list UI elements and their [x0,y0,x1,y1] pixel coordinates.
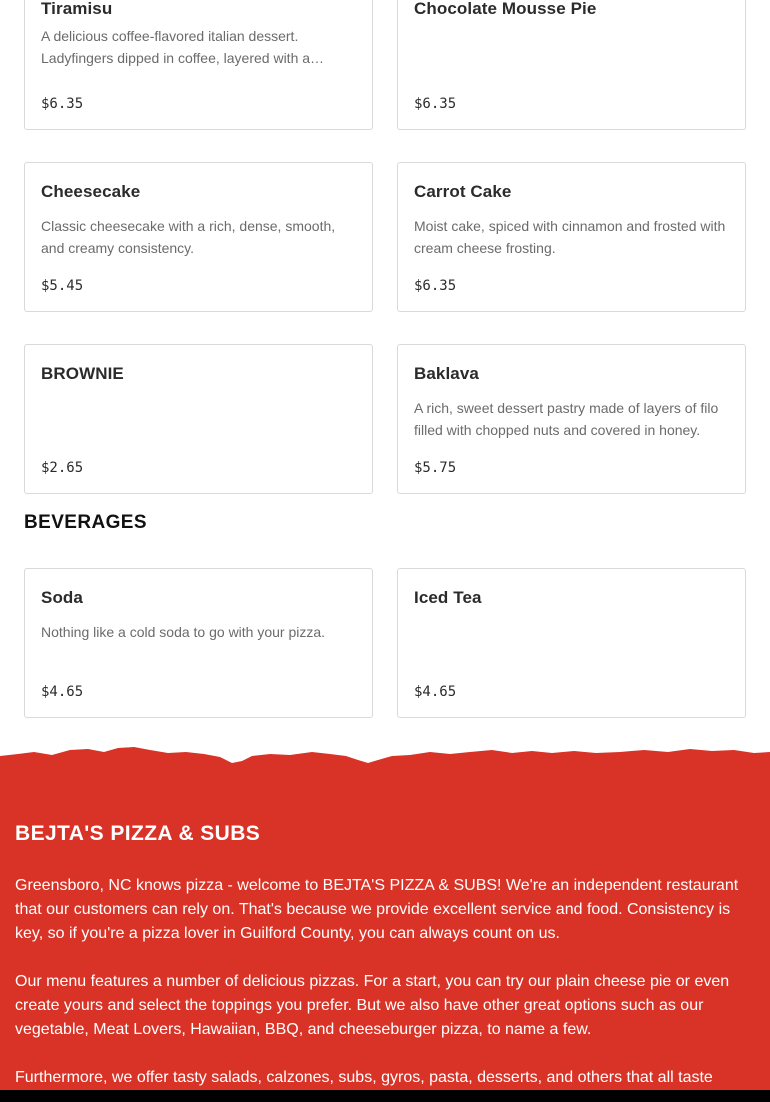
menu-item-price: $6.35 [414,278,457,294]
menu-area [24,0,746,750]
footer-paragraph: Greensboro, NC knows pizza - welcome to BEJTA'S PIZZA & SUBS! We're an independent restaurant that our customers can rely on. That's because we provide excellent service and food. Consistency is key, so if you're a pizza lover in Guilford County, you can always count on us. [15,877,739,942]
footer-paragraph: Furthermore, we offer tasty salads, calzones, subs, gyros, pasta, desserts, and others that all taste [15,1069,713,1086]
menu-item-card[interactable] [397,344,746,494]
beverages-grid [24,568,746,750]
menu-item-name: BROWNIE [41,364,124,383]
menu-item-description: A rich, sweet dessert pastry made of layers of filo filled with chopped nuts and covered in honey. [414,400,719,438]
menu-item-name: Chocolate Mousse Pie [414,0,597,18]
menu-item-card[interactable] [397,568,746,718]
menu-item-description: A delicious coffee-flavored italian dessert. Ladyfingers dipped in coffee, layered with a [41,28,311,66]
menu-item-description: Nothing like a cold soda to go with your pizza. [41,624,326,640]
menu-item-name: Baklava [414,364,479,383]
menu-item-name: Carrot Cake [414,182,512,201]
menu-item-card[interactable] [24,0,373,130]
menu-item-name: Cheesecake [41,182,141,201]
menu-item-name: Tiramisu [41,0,113,18]
menu-item-price: $6.35 [414,96,457,112]
menu-item-name: Iced Tea [414,588,482,607]
menu-item-price: $2.65 [41,460,84,476]
menu-item-price: $4.65 [41,684,84,700]
menu-item-card[interactable] [397,0,746,130]
site-footer [0,744,770,1102]
bottom-bar [0,1090,770,1102]
footer-paragraph: Our menu features a number of delicious pizzas. For a start, you can try our plain cheese pie or even create yours and select the toppings you prefer. But we also have other great options such as our vegetable, Meat Lovers, Hawaiian, BBQ, and cheeseburger pizza, to name a few. [15,973,730,1038]
menu-item-card[interactable] [24,568,373,718]
menu-item-description: Classic cheesecake with a rich, dense, smooth, and creamy consistency. [41,218,336,256]
menu-item-description: Moist cake, spiced with cinnamon and frosted with cream cheese frosting. [414,218,726,256]
desserts-grid [24,0,746,526]
menu-item-name: Soda [41,588,83,607]
menu-item-price: $5.75 [414,460,457,476]
menu-item-card[interactable] [24,344,373,494]
menu-item-price: $4.65 [414,684,457,700]
menu-item-card[interactable] [397,162,746,312]
menu-item-price: $5.45 [41,278,84,294]
footer-title: BEJTA'S PIZZA & SUBS [15,822,261,845]
section-heading-beverages: BEVERAGES [24,512,147,533]
menu-item-price: $6.35 [41,96,84,112]
menu-item-card[interactable] [24,162,373,312]
